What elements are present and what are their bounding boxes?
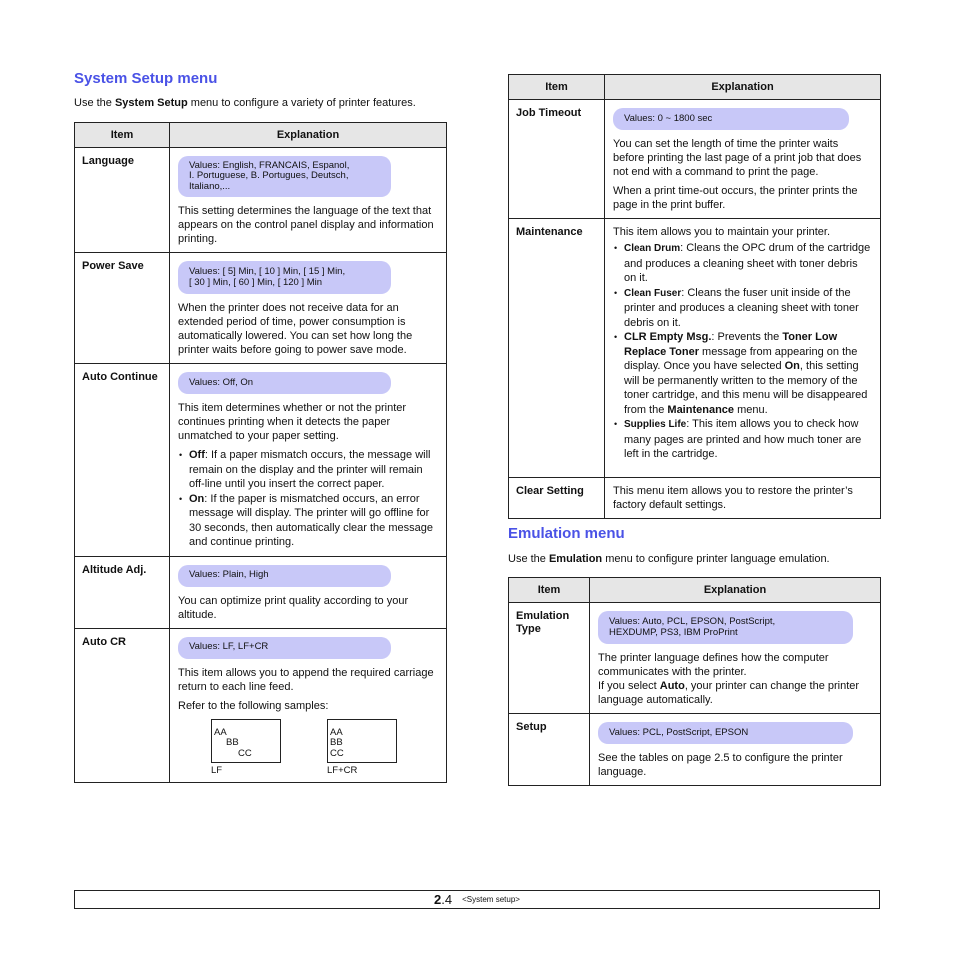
desc-bold: Auto [659,680,685,692]
table-row [509,100,881,219]
option-text: : Prevents the [711,331,783,343]
column-header-item: Item [509,75,605,100]
sample-line: CC [330,747,344,759]
desc-text: , your printer can change the printer language automatically. [598,680,860,706]
description: This item determines whether or not the printer continues printing when it detects the paper unmatched to your paper setting. [178,402,407,442]
emulation-intro [508,553,830,565]
item-name: Auto CR [75,628,170,782]
values-pill [598,722,853,744]
intro-bold: System Setup [114,97,188,109]
option-list [178,448,438,550]
item-name: Power Save [75,253,170,364]
description: This item allows you to append the required carriage return to each line feed. [178,666,434,693]
option-name: Clean Fuser [624,287,682,299]
values-pill [178,565,391,587]
list-item [613,241,872,286]
option-name: Off [189,449,205,461]
table-row [509,603,881,714]
option-bold: On [784,360,800,372]
column-header-item: Item [509,578,590,603]
option-name: Clean Drum [624,243,681,254]
intro-text: Use the [74,97,115,109]
description: You can set the length of time the printer waits before printing the last page of a print job that does not end with a command to print the page. [613,138,862,178]
list-item [178,448,438,492]
sample-line: BB [330,737,343,748]
option-name: On [189,492,205,505]
item-explanation [605,478,881,519]
list-item [613,330,872,417]
option-text: : If a paper mismatch occurs, the message will remain on the display and the printer will remain off-line until you insert the correct paper. [189,449,431,490]
table-row [75,628,447,782]
sample-lf-cr [327,719,397,776]
section-heading-emulation: Emulation menu [508,525,625,542]
item-explanation [605,100,881,219]
values-pill [178,637,391,659]
item-explanation [170,628,447,782]
sample-line: CC [238,747,252,759]
values-line: Values: Plain, High [189,569,269,581]
intro-text: menu to configure a variety of printer features. [187,97,416,109]
values-line: Values: English, FRANCAIS, Espanol, [189,159,350,171]
section-heading-system-setup: System Setup menu [74,70,218,87]
emulation-table [508,577,881,786]
values-pill [613,108,849,130]
values-pill [178,156,391,197]
list-item [613,417,872,462]
table-row [75,253,447,364]
list-item [613,286,872,331]
description: When the printer does not receive data for an extended period of time, power consumption is automatically lowered. You can set how long the printer waits before going to power save mode. [178,302,413,356]
description: This menu item allows you to restore the printer’s factory default settings. [613,485,853,511]
item-name: Auto Continue [75,364,170,557]
system-setup-intro [74,97,416,109]
table-header-row [509,75,881,100]
description: This setting determines the language of the text that appears on the control panel display and information printing. [178,205,434,245]
item-name: Setup [509,714,590,786]
item-explanation [590,603,881,714]
sample-caption: LF [211,764,223,776]
table-header-row [509,578,881,603]
description: The printer language defines how the computer communicates with the printer. [598,652,829,678]
option-text: message from appearing on the display. Once you have selected [624,345,858,372]
item-name: Language [75,148,170,253]
page-suffix: .4 [441,892,453,907]
values-line: Values: PCL, PostScript, EPSON [609,726,749,738]
sample-line: BB [226,737,239,748]
item-explanation [170,556,447,628]
item-name: Maintenance [509,219,605,478]
item-explanation [170,148,447,253]
sample-line: AA [214,726,227,738]
values-line: Values: Auto, PCL, EPSON, PostScript, [609,616,776,627]
system-setup-table [74,122,447,783]
sample-box [327,719,397,763]
table-row [75,556,447,628]
maintenance-option-list [613,241,872,462]
page-footer [74,890,880,909]
table-row [509,714,881,786]
system-setup-table-continued [508,74,881,519]
values-pill [178,261,391,294]
column-header-item: Item [75,123,170,148]
sample-lf [211,719,281,776]
item-explanation [170,364,447,557]
table-row [509,478,881,519]
description: This item allows you to maintain your printer. [613,226,831,238]
option-text: : This item allows you to check how many pages are printed and how much toner are left in the cartridge. [624,418,862,460]
table-row [75,364,447,557]
table-header-row [75,123,447,148]
description: See the tables on page 2.5 to configure the printer language. [598,752,843,778]
item-name: Clear Setting [509,478,605,519]
option-text: : If the paper is mismatched occurs, an error message will display. The printer will go offline for 30 seconds, then automatically clear the message and continue printing. [189,492,433,548]
values-pill [598,611,853,644]
intro-text: menu to configure printer language emulation. [602,553,830,565]
values-line: HEXDUMP, PS3, IBM ProPrint [609,626,738,638]
samples [211,719,438,776]
item-explanation [170,253,447,364]
option-text: menu. [734,403,768,416]
column-header-explanation: Explanation [170,123,447,148]
column-header-explanation: Explanation [590,578,881,603]
description: You can optimize print quality according to your altitude. [178,594,409,621]
section-label: <System setup> [462,895,520,904]
values-line: Italiano,... [189,180,231,192]
option-name: CLR Empty Msg. [624,331,712,343]
values-pill [178,372,391,394]
page-number [434,892,452,907]
item-name: Job Timeout [509,100,605,219]
option-text: , this setting will be permanently written to the memory of the toner cartridge, and this menu will be disappeared from the [624,360,868,416]
description: When a print time-out occurs, the printer prints the page in the print buffer. [613,185,858,211]
intro-text: Use the [508,553,549,565]
option-bold: Maintenance [667,403,735,416]
values-line: I. Portuguese, B. Portugues, Deutsch, [189,170,349,182]
intro-bold: Emulation [548,553,603,565]
item-name: Emulation Type [509,603,590,714]
values-line: Values: [ 5] Min, [ 10 ] Min, [ 15 ] Min, [189,266,346,277]
item-explanation [605,219,881,478]
chapter-number: 2 [434,892,442,907]
list-item [178,492,438,550]
values-line: Values: Off, On [189,376,254,388]
description [598,679,872,707]
values-line: Values: LF, LF+CR [189,641,269,653]
sample-box [211,719,281,763]
option-name: Supplies Life [624,419,687,430]
item-explanation [590,714,881,786]
option-text: : Cleans the fuser unit inside of the printer and produces a cleaning sheet with toner debris on it. [624,286,859,329]
sample-line: AA [330,726,343,738]
column-header-explanation: Explanation [605,75,881,100]
option-text: : Cleans the OPC drum of the cartridge and produces a cleaning sheet with toner debris on it. [624,242,871,284]
sample-caption: LF+CR [327,764,358,776]
values-line: Values: 0 ~ 1800 sec [624,112,713,124]
table-row [509,219,881,478]
values-line: [ 30 ] Min, [ 60 ] Min, [ 120 ] Min [189,276,323,288]
table-row [75,148,447,253]
desc-text: If you select [598,680,660,692]
description: Refer to the following samples: [178,699,329,712]
option-bold: Toner Low Replace Toner [624,331,838,358]
item-name: Altitude Adj. [75,556,170,628]
